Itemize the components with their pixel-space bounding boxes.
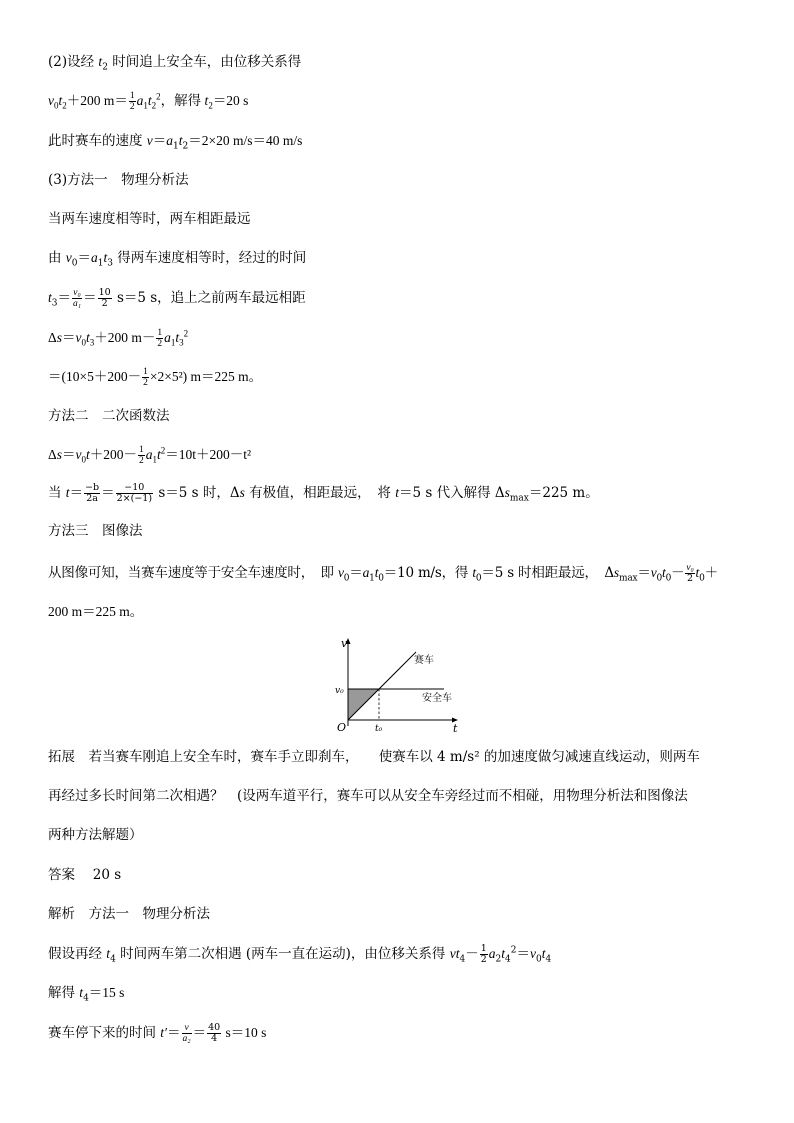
answer-line: 答案 20 s: [48, 867, 122, 883]
graph-method-line2: 200 m＝225 m。: [48, 604, 144, 619]
stop-time-line: 赛车停下来的时间 t′＝ $\frac{v}{\text{a₂}}$ ＝ $\frac{40}{4}$ s＝10 s: [48, 1022, 267, 1044]
displacement-equation: $v_0t_2+200$ m＝ $\frac{1}{2}$ $a_1t_2^2$，解得 $t_2=20$ s: [48, 91, 249, 113]
t0-label: t₀: [375, 724, 383, 732]
fraction: $\frac{1}{2}$: [129, 91, 135, 113]
fraction: $\frac{1}{2}$: [143, 367, 148, 389]
method2-heading: 方法二 二次函数法: [48, 408, 170, 424]
vertex-line: 当 t＝ $\frac{-b}{2a}$ ＝ $\frac{-10}{2\times(-1)}$ s＝5 s 时，Δs 有极值，相距最远， 将 t＝5 s 代入解得 $\Delta s_{max}=225$ m。: [48, 482, 599, 504]
fraction: $\frac{1}{2}$: [480, 943, 487, 965]
solve-t4-line: 解得 $t_4=15$ s: [48, 985, 125, 1004]
part2-heading: (2)设经 $t_2$ 时间追上安全车，由位移关系得: [48, 54, 302, 73]
fraction: $\frac{-10}{2\times(-1)}$: [116, 482, 153, 504]
quadratic-equation: $\Delta s=v_0t+200-$ $\frac{1}{2}$ $a_1t^2=10t+200-t^2$: [48, 445, 252, 467]
safety-car-label: 安全车: [422, 693, 452, 704]
race-car-speed-line: 此时赛车的速度 $v=a_1t_2=2\times 20$ m/s＝40 m/s: [48, 133, 303, 152]
method3-heading: 方法三 图像法: [48, 523, 143, 539]
fraction: $\frac{40}{4}$: [208, 1022, 221, 1044]
t3-line: $t_3=$ $\frac{\text{v₀}}{\text{a₁}}$ ＝ $\frac{10}{2}$ s＝5 s，追上之前两车最远相距: [48, 287, 306, 309]
fraction: $\frac{v}{\text{a₂}}$: [182, 1023, 191, 1044]
max-distance-calc: ＝(10×5＋200－ $\frac{1}{2}$ ×2×5²) m＝225 m。: [48, 367, 263, 389]
extension-line3: 两种方法解题）: [48, 827, 143, 843]
closest-condition: 当两车速度相等时，两车相距最远: [48, 211, 251, 227]
v-axis-label: v: [341, 637, 348, 650]
max-distance-equation: $\Delta s=v_0t_3+200$ m－ $\frac{1}{2}$ $a_1t_3^2$: [48, 328, 189, 350]
second-meeting-equation: 假设再经 $t_4$ 时间两车第二次相遇 (两车一直在运动)，由位移关系得 $vt_4-$ $\frac{1}{2}$ $a_2t_4^2=v_0t_4$: [48, 943, 552, 965]
v0-label: v₀: [335, 686, 344, 696]
fraction: $\frac{\text{v₀}}{2}$: [686, 563, 694, 584]
race-car-line: [348, 652, 416, 720]
fraction: $\frac{10}{2}$: [98, 287, 111, 309]
fraction: $\frac{\text{v₀}}{\text{a₁}}$: [73, 288, 82, 309]
extension-line1: 拓展 若当赛车刚追上安全车时，赛车手立即刹车， 使赛车以 4 m/s² 的加速度做匀减速直线运动，则两车: [48, 749, 700, 765]
equal-speed-line: 由 $v_0=a_1t_3$ 得两车速度相等时，经过的时间: [48, 250, 307, 269]
origin-label: O: [337, 721, 347, 732]
fraction: $\frac{1}{2}$: [138, 445, 144, 467]
fraction: $\frac{1}{2}$: [157, 328, 163, 350]
graph-method-line1: 从图像可知，当赛车速度等于安全车速度时， 即 $v_0=a_1t_0=10$ m/s，得 $t_0=5$ s 时相距最远， $\Delta s_{max}=v_0t_0-$ $\frac{\text{v₀}}{2}$ $t_0+$: [48, 563, 718, 584]
analysis-heading: 解析 方法一 物理分析法: [48, 906, 210, 922]
race-car-label: 赛车: [414, 655, 434, 666]
part3-heading: (3)方法一 物理分析法: [48, 172, 189, 188]
fraction: $\frac{-b}{2a}$: [85, 482, 100, 504]
velocity-time-graph: [332, 636, 467, 732]
t-axis-label: t: [453, 722, 458, 732]
extension-line2: 再经过多长时间第二次相遇？ (设两车道平行，赛车可以从安全车旁经过而不相碰，用物理分析法和图像法: [48, 788, 688, 804]
